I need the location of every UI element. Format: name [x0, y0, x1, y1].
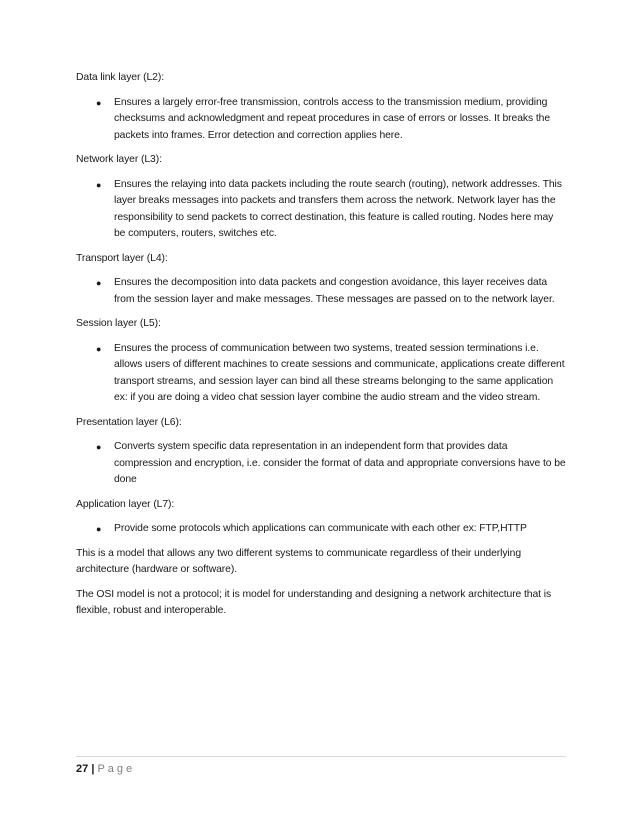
bullet-icon: ● [96, 524, 102, 534]
bullet-text: Ensures the decomposition into data packets and congestion avoidance, this layer receives data from the session layer and make messages. These messages are passed on to the network layer. [114, 277, 555, 305]
bullet-icon: ● [96, 97, 102, 108]
bullet-text: Ensures the relaying into data packets including the route search (routing), network addresses. This layer breaks messages into packets and transfers them across the network. Network layer has the responsibility to send packets to correct destination, this feature is called routing. Nodes here may be computers, routers, switches etc. [114, 178, 562, 239]
section-heading-network: Network layer (L3): [76, 154, 162, 165]
bullet-icon: ● [96, 179, 102, 190]
bullet-text: Converts system specific data representation in an independent form that provides data compression and encryption, i.e. consider the format of data and appropriate conversions have to be done [114, 441, 566, 485]
bullet-item [76, 521, 566, 538]
bullet-text: Ensures the process of communication between two systems, treated session terminations i.e. allows users of different machines to create sessions and communicate, applications create different transport streams, and session layer can bind all these streams belonging to the same application ex: if you are doing a video chat session layer combine the audio stream and the video stream. [114, 342, 565, 403]
bullet-list-network [76, 177, 566, 243]
bullet-item [76, 439, 566, 489]
page-number: 27 [76, 763, 89, 775]
bullet-item [76, 177, 566, 243]
section-heading-data-link: Data link layer (L2): [76, 72, 164, 83]
bullet-text: Provide some protocols which applications can communicate with each other ex: FTP,HTTP [114, 523, 527, 534]
bullet-item [76, 341, 566, 407]
section-heading-session: Session layer (L5): [76, 318, 161, 329]
bullet-list-transport [76, 275, 566, 308]
page-label: Page [97, 763, 136, 775]
section-heading-transport: Transport layer (L4): [76, 252, 168, 264]
page-separator: | [91, 763, 95, 775]
bullet-icon: ● [96, 278, 102, 288]
bullet-item [76, 95, 566, 145]
bullet-list-presentation [76, 439, 566, 489]
section-heading-presentation: Presentation layer (L6): [76, 416, 182, 428]
bullet-icon: ● [96, 442, 102, 452]
bullet-icon: ● [96, 343, 102, 354]
osi-model-paragraph: The OSI model is not a protocol; it is model for understanding and designing a network architecture that is flexible, robust and interoperable. [76, 588, 552, 616]
page-footer [76, 756, 566, 776]
bullet-text: Ensures a largely error-free transmission, controls access to the transmission medium, providing checksums and acknowledgment and repeat procedures in case of errors or losses. It breaks the packets into frames. Error detection and correction applies here. [114, 96, 550, 141]
bullet-list-session [76, 341, 566, 407]
section-heading-application: Application layer (L7): [76, 498, 175, 510]
bullet-list-data-link [76, 95, 566, 145]
document-body [76, 70, 566, 628]
bullet-item [76, 275, 566, 308]
summary-paragraph: This is a model that allows any two different systems to communicate regardless of their underlying architecture (hardware or software). [76, 547, 521, 575]
bullet-list-application [76, 521, 566, 538]
